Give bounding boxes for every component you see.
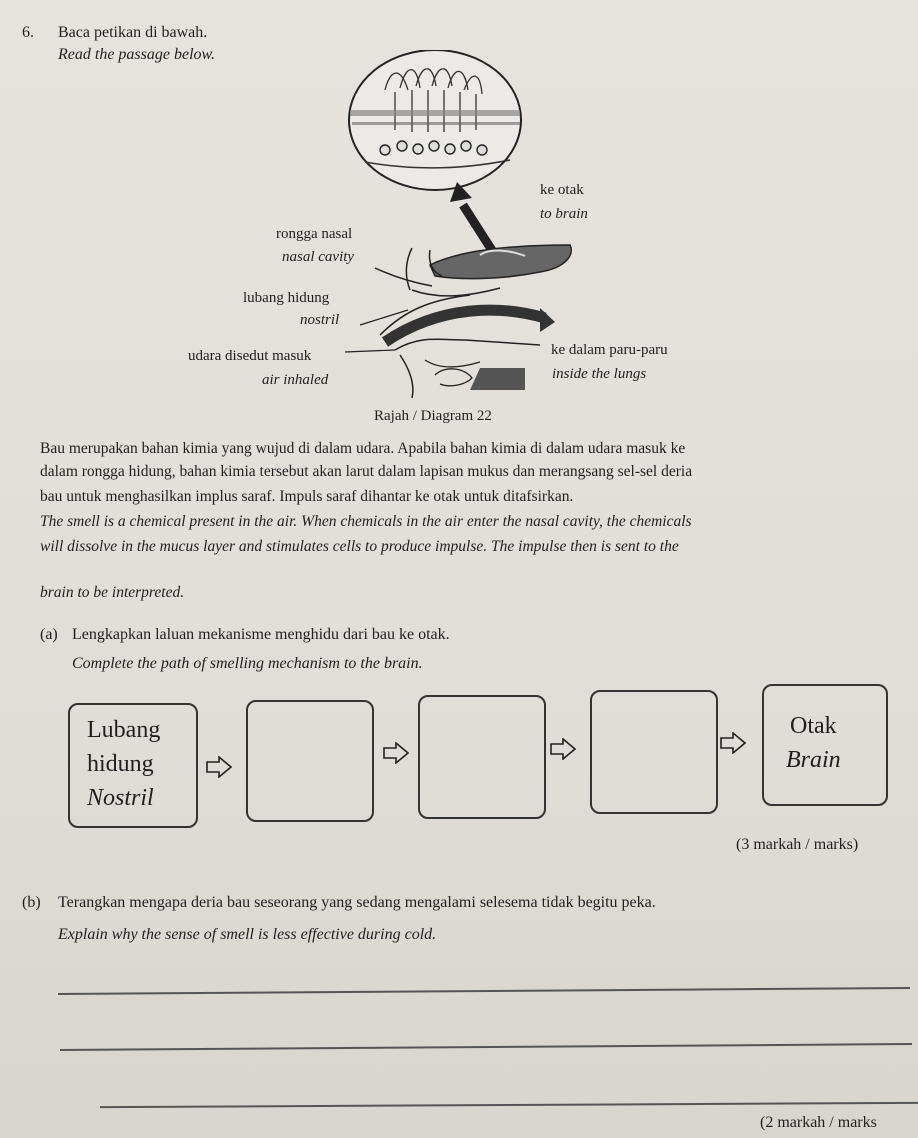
answer-box-3[interactable] [590, 690, 718, 814]
label-nostril-en: nostril [300, 312, 340, 328]
part-a-question-en: Complete the path of smelling mechanism to the brain. [72, 655, 423, 672]
label-nasal-cavity-bm: rongga nasal [276, 226, 353, 242]
label-lungs-bm: ke dalam paru-paru [551, 342, 668, 358]
part-b-question-en: Explain why the sense of smell is less effective during cold. [58, 926, 437, 943]
label-nostril-bm: lubang hidung [243, 290, 330, 306]
passage-en-line-2: will dissolve in the mucus layer and stimulates cells to produce impulse. The impulse then is sent to the [40, 538, 679, 555]
diagram-caption: Rajah / Diagram 22 [374, 408, 492, 424]
arrow-right-icon [720, 732, 746, 754]
answer-box-2[interactable] [418, 695, 546, 819]
answer-line-1[interactable] [58, 987, 910, 994]
label-to-brain-en: to brain [540, 206, 588, 222]
passage-en-line-1: The smell is a chemical present in the air. When chemicals in the air enter the nasal cavity, the chemicals [40, 513, 692, 530]
question-number: 6. [22, 24, 34, 41]
part-a-question-bm: Lengkapkan laluan mekanisme menghidu dari bau ke otak. [72, 626, 450, 643]
start-box-line-3: Nostril [87, 785, 154, 811]
answer-line-3[interactable] [100, 1102, 918, 1108]
passage-bm-line-1: Bau merupakan bahan kimia yang wujud di dalam udara. Apabila bahan kimia di dalam udara masuk ke [40, 440, 686, 457]
passage-bm-line-2: dalam rongga hidung, bahan kimia tersebut akan larut dalam lapisan mukus dan merangsang sel-sel deria [40, 463, 693, 480]
part-a-label: (a) [40, 626, 58, 643]
passage-en-line-3: brain to be interpreted. [40, 584, 185, 601]
label-air-inhaled-bm: udara disedut masuk [188, 348, 312, 364]
label-lungs-en: inside the lungs [552, 366, 647, 382]
end-box-line-2: Brain [786, 747, 841, 773]
part-a-marks: (3 markah / marks) [736, 836, 859, 853]
label-to-brain-bm: ke otak [540, 182, 584, 198]
label-air-inhaled-en: air inhaled [262, 372, 329, 388]
arrow-right-icon [383, 742, 409, 764]
instruction-en: Read the passage below. [58, 46, 216, 63]
passage-bm-line-3: bau untuk menghasilkan implus saraf. Impuls saraf dihantar ke otak untuk ditafsirkan. [40, 488, 574, 505]
arrow-right-icon [206, 756, 232, 778]
end-box-line-1: Otak [790, 713, 837, 739]
answer-box-1[interactable] [246, 700, 374, 822]
label-nasal-cavity-en: nasal cavity [282, 249, 355, 265]
part-b-question-bm: Terangkan mengapa deria bau seseorang yang sedang mengalami selesema tidak begitu peka. [58, 894, 656, 911]
start-box-line-2: hidung [87, 751, 154, 777]
part-b-marks: (2 markah / marks [760, 1114, 877, 1131]
instruction-bm: Baca petikan di bawah. [58, 24, 208, 41]
arrow-right-icon [550, 738, 576, 760]
start-box-line-1: Lubang [87, 717, 161, 743]
part-b-label: (b) [22, 894, 41, 911]
answer-line-2[interactable] [60, 1043, 912, 1050]
